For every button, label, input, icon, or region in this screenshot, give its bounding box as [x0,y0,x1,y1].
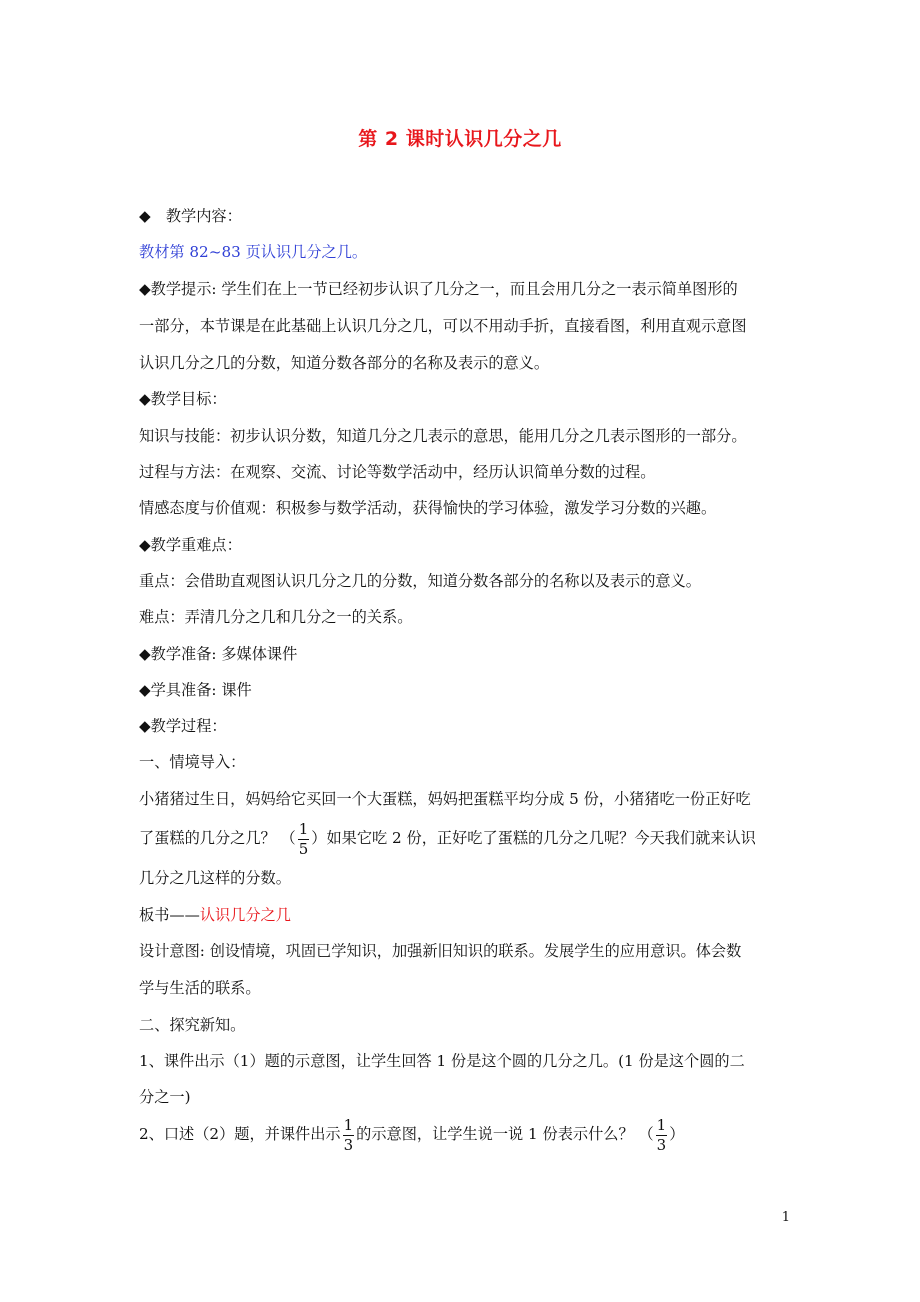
step-two-heading: 二、探究新知。 [139,1016,246,1034]
story-line-2 [139,818,789,858]
teaching-tip-line-1: ◆教学提示: 学生们在上一节已经初步认识了几分之一，而且会用几分之一表示简单图形的 [139,280,738,298]
fraction-one-third [343,1115,355,1154]
story-line-1: 小猪猪过生日，妈妈给它买回一个大蛋糕，妈妈把蛋糕平均分成 5 份，小猪猪吃一份正好吃 [139,790,751,808]
section-heading-objectives: ◆教学目标： [139,390,227,408]
item-2-end: ） [669,1125,685,1143]
item-1-line-2: 分之一) [139,1088,191,1106]
item-2-start: 2、口述（2）题，并课件出示 [139,1125,341,1143]
step-one-heading: 一、情境导入： [139,753,246,771]
fraction-denominator: 3 [656,1135,667,1154]
fraction-numerator: 1 [656,1115,667,1134]
fraction-numerator: 1 [343,1115,354,1134]
objective-knowledge: 知识与技能：初步认识分数，知道几分之几表示的意思，能用几分之几表示图形的一部分。 [139,427,747,445]
section-heading-key-points: ◆教学重难点： [139,536,242,554]
teaching-tip-line-2: 一部分，本节课是在此基础上认识几分之几，可以不用动手折，直接看图，利用直观示意图 [139,317,747,335]
item-2-line [139,1114,789,1154]
learning-tools: ◆学具准备: 课件 [139,681,252,699]
objective-process: 过程与方法：在观察、交流、讨论等数学活动中，经历认识简单分数的过程。 [139,463,656,481]
fraction-one-third-answer [656,1115,668,1154]
section-heading-process: ◆教学过程： [139,717,227,735]
fraction-one-fifth [298,819,310,858]
key-point: 重点：会借助直观图认识几分之几的分数，知道分数各部分的名称以及表示的意义。 [139,572,701,590]
story-line-2-start: 了蛋糕的几分之几？ （ [139,829,296,847]
board-writing-title: 认识几分之几 [199,906,291,924]
objective-attitude: 情感态度与价值观：积极参与数学活动，获得愉快的学习体验，激发学习分数的兴趣。 [139,499,717,517]
section-heading-content: ◆ 教学内容： [139,207,242,225]
board-writing [139,905,789,925]
page-number: 1 [781,1210,790,1225]
difficult-point: 难点：弄清几分之几和几分之一的关系。 [139,608,413,626]
fraction-denominator: 3 [343,1135,354,1154]
fraction-denominator: 5 [298,839,309,858]
item-2-middle: 的示意图，让学生说一说 1 份表示什么？ （ [356,1125,654,1143]
textbook-reference: 教材第 82~83 页认识几分之几。 [139,243,368,261]
design-intent-line-1: 设计意图: 创设情境，巩固已学知识，加强新旧知识的联系。发展学生的应用意识。体会数 [139,942,742,960]
story-line-2-end: ）如果它吃 2 份，正好吃了蛋糕的几分之几呢？今天我们就来认识 [311,829,756,847]
board-writing-label: 板书—— [139,906,200,924]
document-title: 第 2 课时认识几分之几 [358,128,562,150]
design-intent-line-2: 学与生活的联系。 [139,979,261,997]
fraction-numerator: 1 [298,819,309,838]
teaching-preparation: ◆教学准备: 多媒体课件 [139,645,298,663]
story-line-3: 几分之几这样的分数。 [139,869,291,887]
teaching-tip-line-3: 认识几分之几的分数，知道分数各部分的名称及表示的意义。 [139,354,550,372]
item-1-line-1: 1、课件出示（1）题的示意图，让学生回答 1 份是这个圆的几分之几。(1 份是这个圆的二 [139,1052,745,1070]
